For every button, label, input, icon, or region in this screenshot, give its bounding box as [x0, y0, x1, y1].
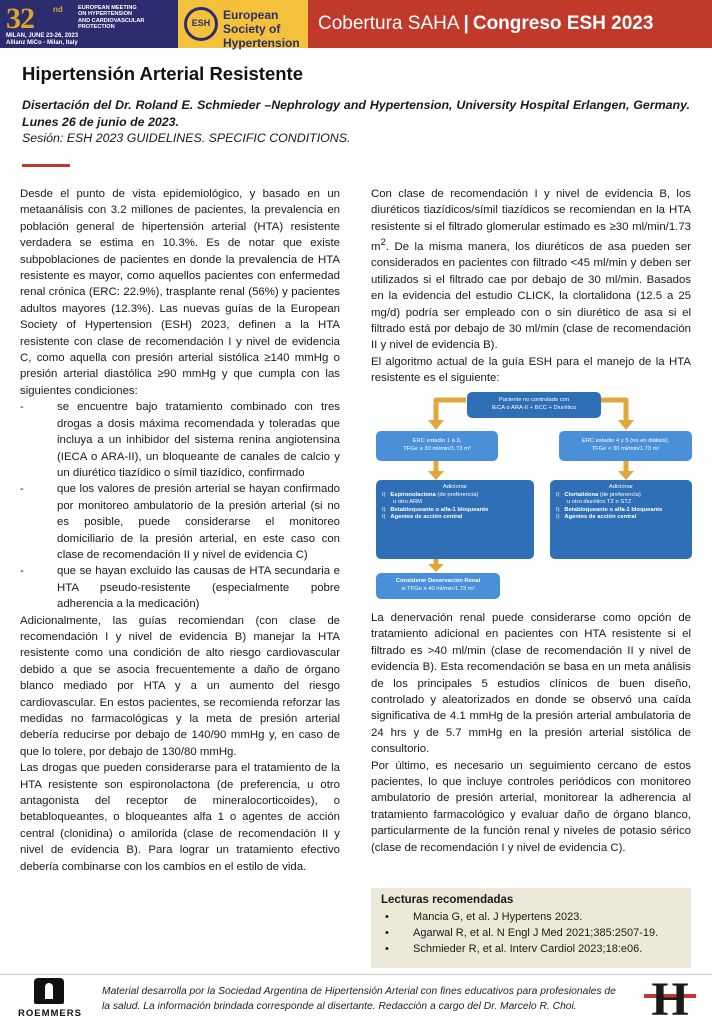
paragraph-algorithm-intro: El algoritmo actual de la guía ESH para el manejo de la HTA resistente es el siguiente:	[371, 355, 691, 385]
paragraph-renal-denervation: La denervación renal puede considerarse como opción de tratamiento adicional en pacientes con HTA resistente si el filtrado es >40 ml/min (clase de recomendación II y nivel de evidencia B). Esta recomendación se basa en un meta análisis de los principales 5 estudios clínicos de buen diseño, controlado y aleatorizados en donde se observó una caída significativa de 4.1 mmHg de la presión arterial ambulatoria de 24 hrs y de 5.7 mmHg en la presión arterial sistólica de consultorio.	[371, 612, 691, 756]
dash-bullet: -	[20, 483, 24, 496]
right-column-bottom	[371, 610, 691, 856]
meeting-number: 32	[6, 2, 34, 35]
roemmers-wordmark: ROEMMERS	[18, 1008, 82, 1019]
paragraph-diuretics: Con clase de recomendación I y nivel de evidencia B, los diuréticos tiazídicos/símil tiazídicos se recomiendan en la HTA resistente si el filtrado glomerular estimado es ≥30 ml/min/1.73 $m^2$. De la misma manera, los diuréticos de asa pueden ser considerados en pacientes con filtrado <45 ml/min y deben ser utilizados si el filtrado cae por debajo de 30 ml/min. Basados en la evidencia del estudio CLICK, la clortalidona (12.5 a 25 mg/d) podría ser empleado con o sin diurético de asa si el filtrado está por debajo de 30 ml/min (clase de recomendación II y nivel de evidencia B).	[371, 188, 691, 352]
page-title: Hipertensión Arterial Resistente	[22, 63, 304, 84]
esh-society-name: European Society of Hypertension	[223, 8, 300, 50]
footer-divider	[0, 974, 712, 975]
condition-item: - que se hayan excluido las causas de HTA secundaria e HTA pseudo-resistente (especialmente pobre adherencia a la medicación)	[20, 565, 340, 611]
left-column	[20, 186, 340, 875]
paragraph-recommendations: Adicionalmente, las guías recomiendan (con clase de recomendación I y nivel de evidencia B) manejar la HTA resistente como una condición de alto riesgo cardiovascular debido a que se asocia frecuentemente a daño de órgano blanco mediado por HTA y a un aumento del riesgo cardiovascular. En estos pacientes, se recomienda reforzar las medidas no farmacológicas y la meta de presión arterial debería reducirse por debajo de 140/90 mmHg y, en caso de que lo tolere, por debajo de 130/80 mmHg.	[20, 614, 340, 758]
condition-item: - que los valores de presión arterial se hayan confirmado por monitoreo ambulatorio de la presión arterial (si no es posible, puede considerarse el monitoreo domiciliario de la presión arterial, en este caso con clase de recomendación II y nivel de evidencia C)	[20, 483, 340, 561]
roemmers-logo	[12, 978, 88, 1022]
algorithm-ckd-1-3-box: ERC estadio 1 a 3, TFGe ≥ 30 ml/min/1.73 m²	[376, 431, 498, 461]
arrow-top-to-right	[601, 400, 626, 422]
dash-bullet: -	[20, 401, 24, 414]
meeting-number-suffix: nd	[53, 5, 63, 14]
algorithm-left-add-box: Adicionar I) Espironolactona (de preferencia) u otro ARM I) Betabloqueante o alfa-1 bloqueante I) Agentes de acción central	[376, 480, 534, 559]
conditions-list	[20, 399, 340, 612]
session-label: Sesión: ESH 2023 GUIDELINES. SPECIFIC CONDITIONS.	[22, 131, 351, 145]
saha-letter: H	[651, 973, 689, 1026]
paragraph-epidemiology: Desde el punto de vista epidemiológico, y basado en un metaanálisis con 3.2 millones de pacientes, la prevalencia en población general de hipertensión arterial (HTA) resistente verdadera se estima en 10.3%. Es de notar que existe subpoblaciones de pacientes en donde la prevalencia de HTA resistente es mayor, como aquellos pacientes con enfermedad renal crónica (ERC: 22.9%), trasplante renal (56%) y pacientes adultos mayores (12.3%). Las nuevas guías de la European Society of Hypertension (ESH) 2023, definen a la HTA resistente con clase de recomendación I y nivel de evidencia C, como aquella con presión arterial sistólica ≥140 mmHg o presión arterial diastólica ≥90 mmHg y que cumpla con las siguientes condiciones:	[20, 188, 340, 397]
readings-title: Lecturas recomendadas	[381, 894, 514, 906]
footer-disclaimer: Material desarrolla por la Sociedad Argentina de Hipertensión Arterial con fines educativos para profesionales de la salud. La información brindada corresponde al disertante. Redacción a cargo del Dr. Marcelo R. Choi.	[102, 986, 616, 1012]
coverage-label: Cobertura SAHA	[318, 13, 460, 34]
meeting-dates: MILAN, JUNE 23-26, 2023 Allianz MiCo - Milan, Italy	[6, 33, 79, 46]
algorithm-right-add-box: Adicionar I) Clortalidona (de preferencia) u otro diurético TZ o STZ I) Betabloqueante o alfa-1 bloqueante I) Agentes de acción central	[550, 480, 692, 559]
right-column-top	[371, 186, 691, 387]
esh-meeting-banner	[0, 0, 178, 48]
readings-list	[381, 909, 681, 957]
bullet-icon: •	[385, 943, 389, 955]
algorithm-denervation-box: Considerar Denervación Renal si TFGe ≥ 40 ml/min/1.73 m²	[376, 573, 500, 599]
lecture-subtitle: Disertación del Dr. Roland E. Schmieder –Nephrology and Hypertension, University Hospital Erlangen, Germany. Lunes 26 de junio de 2023.	[22, 98, 690, 129]
coverage-separator: |	[463, 13, 469, 34]
arrow-top-to-left	[436, 400, 466, 422]
congress-label: Congreso ESH 2023	[472, 13, 654, 34]
bullet-icon: •	[385, 911, 389, 923]
treatment-algorithm-diagram	[374, 392, 694, 602]
recommended-readings-box	[371, 888, 691, 968]
roemmers-mark-icon	[34, 978, 64, 1004]
title-divider	[22, 164, 70, 167]
dash-bullet: -	[20, 565, 24, 578]
algorithm-ckd-4-5-box: ERC estadio 4 y 5 (no en diálisis), TFGe < 30 ml/min/1.73 m²	[559, 431, 692, 461]
coverage-title	[308, 0, 712, 48]
esh-circle-icon: ESH	[184, 7, 218, 41]
saha-logo	[644, 973, 696, 1026]
meeting-name: EUROPEAN MEETING ON HYPERTENSION AND CARDIOVASCULAR PROTECTION	[78, 5, 145, 30]
reading-item: • Mancia G, et al. J Hypertens 2023.	[385, 911, 583, 923]
condition-item: - se encuentre bajo tratamiento combinado con tres drogas a dosis máxima recomendada y toleradas que incluya a un inhibidor del sistema renina angiotensina (IECA o ARA-II), un bloqueante de canales de calcio y un diurético tiazídico o símil tiazídico, confirmado	[20, 401, 340, 479]
paragraph-drugs: Las drogas que pueden considerarse para el tratamiento de la HTA resistente son espironolactona (de preferencia, u otro antagonista del receptor de mineralocorticoides), o betabloqueantes, o bloqueantes alfa 1 o agentes de acción central (clonidina) o amilorida (clase de recomendación II y nivel de evidencia B). Para lograr un tratamiento efectivo debería combinarse con los cambios en el estilo de vida.	[20, 762, 340, 873]
header-banner	[0, 0, 712, 48]
reading-item: • Agarwal R, et al. N Engl J Med 2021;385:2507-19.	[385, 927, 659, 939]
bullet-icon: •	[385, 927, 389, 939]
algorithm-start-box: Paciente no controlado con IECA o ARA-II + BCC + Diurético	[467, 392, 601, 418]
reading-item: • Schmieder R, et al. Interv Cardiol 2023;18:e06.	[385, 943, 643, 955]
paragraph-follow-up: Por último, es necesario un seguimiento cercano de estos pacientes, lo que incluye controles periódicos con monitoreo ambulatorio de presión arterial, monitorear la adherencia al tratamiento farmacológico y evaluar daño de órgano blanco, particularmente de la función renal y niveles de potasio sérico (clase de recomendación I y nivel de evidencia C).	[371, 759, 691, 854]
esh-logo	[178, 0, 308, 48]
